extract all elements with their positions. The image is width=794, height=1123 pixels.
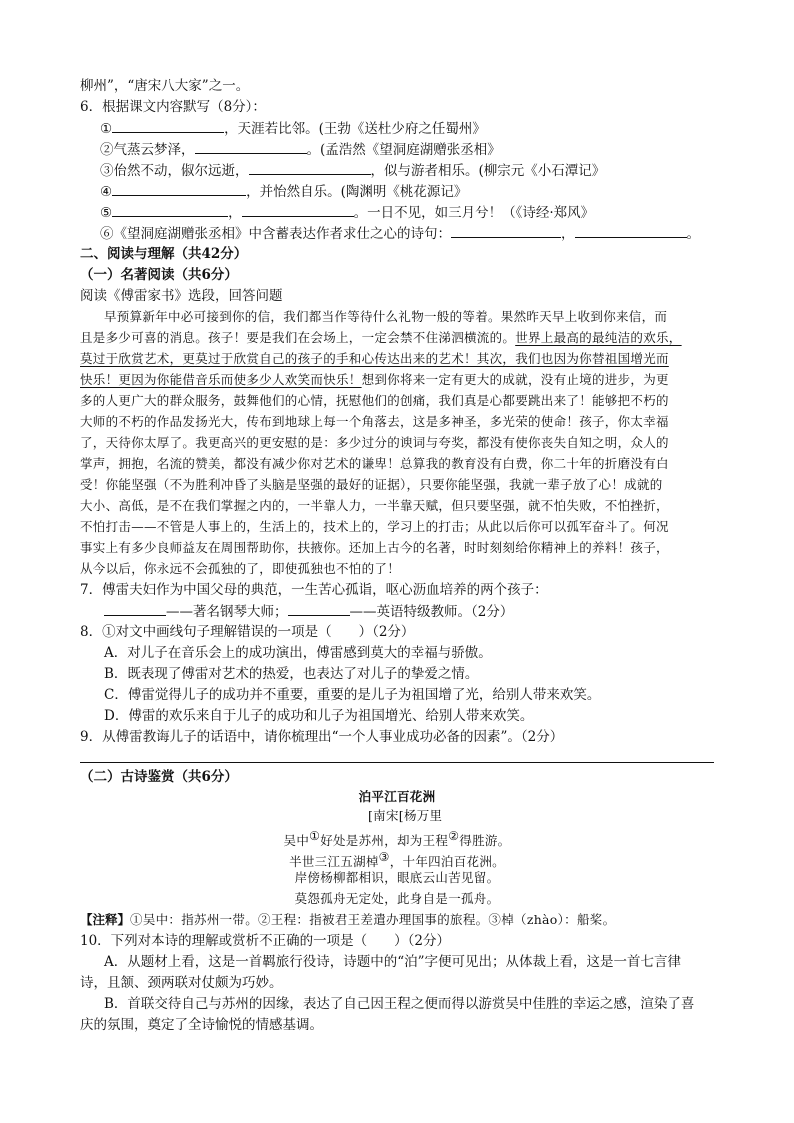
question-6-item-1 xyxy=(100,118,486,139)
item-text: ——著名钢琴大师； xyxy=(166,604,288,620)
answer-blank[interactable] xyxy=(104,601,166,616)
option-b[interactable]: B．既表现了傅雷对艺术的热爱，也表达了对儿子的挚爱之情。 xyxy=(104,666,479,682)
question-7: 7．傅雷夫妇作为中国父母的典范，一生苦心孤诣，呕心沥血培养的两个孩子： xyxy=(80,582,548,598)
passage-line: 受！你能坚强（不为胜利冲昏了头脑是坚强的最好的证据），只要你能坚强，我就一辈子放了心！成就的 xyxy=(80,477,663,492)
passage-text: 且是多少可喜的消息。孩子！要是我们在会场上，一定会禁不住涕泗横流的。 xyxy=(80,330,516,345)
passage-text: 想到你将来一定有更大的成就，没有止境的进步，为更 xyxy=(361,372,669,387)
item-text: 。一日不见，如三月兮！（《诗经·郑风》 xyxy=(353,205,595,221)
answer-blank[interactable] xyxy=(249,160,371,175)
question-6-item-2 xyxy=(100,139,501,160)
section-2-heading: 二、阅读与理解（共42分） xyxy=(80,246,248,262)
answer-blank[interactable] xyxy=(112,202,228,217)
reading-intro: 阅读《傅雷家书》选段，回答问题 xyxy=(80,288,283,304)
poem-notes xyxy=(80,910,615,930)
passage-line xyxy=(80,328,682,348)
answer-line[interactable] xyxy=(80,762,714,763)
notes-label: 【注释】 xyxy=(80,912,131,927)
passage-line: 了，天待你太厚了。我更高兴的更安慰的是：多少过分的谀词与夸奖，都没有使你丧失自知之明，众人的 xyxy=(80,435,669,450)
text-line: 柳州”，“唐宋八大家”之一。 xyxy=(80,78,250,94)
underlined-sentence: 莫过于欣赏艺术，更莫过于欣赏自己的孩子的手和心传达出来的艺术！其次，我们也因为你替祖国增光而 xyxy=(80,351,669,366)
poem-text: ，十年四泊百花洲。 xyxy=(389,854,505,870)
item-text: ， xyxy=(228,205,242,221)
answer-blank[interactable] xyxy=(195,139,307,154)
question-6-heading: 6．根据课文内容默写（8分）： xyxy=(80,99,266,115)
passage-line: 不怕打击——不管是人事上的，生活上的，技术上的，学习上的打击；从此以后你可以孤军奋斗了。何况 xyxy=(80,519,669,534)
note-marker: ② xyxy=(448,829,460,843)
item-text: 。(孟浩然《望洞庭湖赠张丞相》 xyxy=(306,142,501,158)
note-marker: ③ xyxy=(378,850,390,864)
passage-line: 事实上有多少良师益友在周围帮助你，扶掖你。还加上古今的名著，时时刻刻给你精神上的养料！孩子， xyxy=(80,540,669,555)
option-d[interactable]: D．傅雷的欢乐来自于儿子的成功和儿子为祖国增光、给别人带来欢笑。 xyxy=(104,708,534,724)
poem-line: 岸傍杨柳都相识，眼底云山苦见留。 xyxy=(294,870,500,885)
option-b-continued: 庆的氛围，奠定了全诗愉悦的情感基调。 xyxy=(80,1017,323,1033)
item-number: ④ xyxy=(100,184,113,200)
item-text: 。 xyxy=(686,226,700,242)
passage-line: 掌声，拥抱，名流的赞美，都没有减少你对艺术的谦卑！总算我的教育没有白费，你二十年的折磨没有白 xyxy=(80,456,669,471)
passage-line: 从今以后，你永远不会孤独的了，即使孤独也不怕的了！ xyxy=(80,561,401,576)
poem-text: 好处是苏州，却为王程 xyxy=(320,833,449,849)
item-number: ⑤ xyxy=(100,205,113,221)
answer-blank[interactable] xyxy=(242,202,354,217)
option-a-continued: 诗，且颔、颈两联对仗颇为巧妙。 xyxy=(80,975,283,991)
item-text: ，并怡然自乐。(陶渊明《桃花源记》 xyxy=(246,184,468,200)
question-10: 10．下列对本诗的理解或赏析不正确的一项是（ ）（2分） xyxy=(80,933,451,949)
item-text: ③佁然不动，俶尔远逝， xyxy=(100,163,249,179)
option-b[interactable]: B．首联交待自己与苏州的因缘，表达了自己因王程之便而得以游赏吴中佳胜的幸运之感，渲染了喜 xyxy=(104,996,695,1012)
poem-line: 莫怨孤舟无定处，此身自是一孤舟。 xyxy=(294,891,500,906)
answer-blank[interactable] xyxy=(575,223,687,238)
passage-line: 早预算新年中必可接到你的信，我们都当作等待什么礼物一般的等着。果然昨天早上收到你来信，而 xyxy=(104,309,668,324)
underlined-sentence: 快乐！更因为你能借音乐而使多少人欢笑而快乐！ xyxy=(80,372,362,387)
poem-text: 得胜游。 xyxy=(459,833,511,849)
question-9: 9．从傅雷教诲儿子的话语中，请你梳理出“一个人事业成功必备的因素”。（2分） xyxy=(80,729,564,745)
poem-author: [南宋[杨万里 xyxy=(368,808,443,823)
answer-blank[interactable] xyxy=(112,181,246,196)
option-c[interactable]: C．傅雷觉得儿子的成功并不重要，重要的是儿子为祖国增了光，给别人带来欢笑。 xyxy=(104,687,601,703)
answer-blank[interactable] xyxy=(288,601,350,616)
question-6-item-4 xyxy=(100,181,467,202)
question-8: 8．①对文中画线句子理解错误的一项是（ ）（2分） xyxy=(80,624,415,640)
question-6-item-3 xyxy=(100,160,605,181)
poem-text: 吴中 xyxy=(283,833,310,849)
passage-line: 大师的不朽的作品发扬光大，传布到地球上每一个角落去，这是多神圣，多光荣的使命！孩子，你太幸福 xyxy=(80,414,669,429)
poem-title: 泊平江百花洲 xyxy=(358,789,436,804)
item-text: ——英语特级教师。（2分） xyxy=(349,604,514,620)
note-marker: ① xyxy=(309,829,321,843)
option-a[interactable]: A．对儿子在音乐会上的成功演出，傅雷感到莫大的幸福与骄傲。 xyxy=(104,645,492,661)
question-6-item-6 xyxy=(100,223,700,244)
option-a[interactable]: A．从题材上看，这是一首羁旅行役诗，诗题中的“泊”字便可见出；从体裁上看，这是一首七言律 xyxy=(104,954,682,970)
answer-blank[interactable] xyxy=(112,118,224,133)
item-number: ① xyxy=(100,121,113,137)
passage-line xyxy=(80,370,669,390)
passage-line: 大小、高低，是不在我们掌握之内的，一半靠人力，一半靠天赋，但只要坚强，就不怕失败，不怕挫折， xyxy=(80,498,669,513)
subsection-1-heading: （一）名著阅读（共6分） xyxy=(80,267,238,283)
passage-line: 多的人更广大的群众服务，鼓舞他们的心情，抚慰他们的创痛，我们真是心都要跳出来了！能够把不朽的 xyxy=(80,393,669,408)
subsection-2-heading: （二）古诗鉴赏（共6分） xyxy=(80,769,238,785)
question-7-answers xyxy=(104,601,513,622)
item-text: ②气蒸云梦泽， xyxy=(100,142,195,158)
notes-text: ①吴中：指苏州一带。②王程：指被君王差遣办理国事的旅程。③棹（zhào）：船桨。 xyxy=(130,912,616,927)
item-text: ⑥《望洞庭湖赠张丞相》中含蓄表达作者求仕之心的诗句： xyxy=(100,226,451,242)
answer-blank[interactable] xyxy=(451,223,561,238)
item-text: ，似与游者相乐。(柳宗元《小石潭记》 xyxy=(370,163,606,179)
underlined-sentence: 世界上最高的最纯洁的欢乐， xyxy=(515,330,682,345)
item-text: ， xyxy=(561,226,575,242)
poem-text: 半世三江五湖棹 xyxy=(289,854,379,870)
question-6-item-5 xyxy=(100,202,594,223)
item-text: ，天涯若比邻。(王勃《送杜少府之任蜀州》 xyxy=(224,121,486,137)
